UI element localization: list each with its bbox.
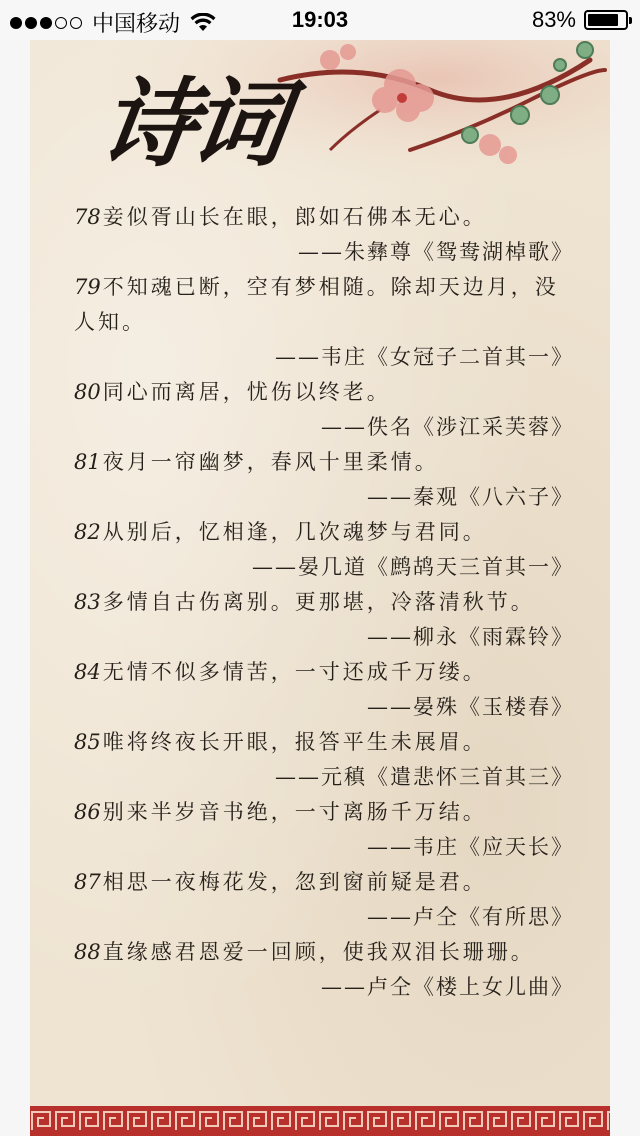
- poem-line: [74, 445, 574, 480]
- poem-number: 83: [74, 590, 101, 614]
- poem-text: 同心而离居，忧伤以终老。: [102, 380, 391, 404]
- carrier-name: 中国移动: [92, 11, 181, 36]
- poem-line: [74, 865, 574, 900]
- poem-list: [74, 200, 574, 1005]
- battery-level: [588, 14, 618, 26]
- status-right: [532, 7, 628, 33]
- poem-line: [74, 375, 574, 410]
- poem-attribution: ——元稹《遣悲怀三首其三》: [275, 765, 574, 789]
- poem-number: 79: [74, 275, 101, 299]
- poem-number: 78: [74, 205, 101, 229]
- poem-attribution: ——卢仝《楼上女儿曲》: [321, 975, 574, 999]
- poem-text: 唯将终夜长开眼，报答平生未展眉。: [102, 730, 487, 754]
- poem-text: 无情不似多情苦，一寸还成千万缕。: [102, 660, 487, 684]
- poem-number: 85: [74, 730, 101, 754]
- poem-text: 不知魂已断，空有梦相随。除却天边月，没人知。: [74, 275, 559, 334]
- poem-text: 多情自古伤离别。更那堪，冷落清秋节。: [102, 590, 535, 614]
- poem-number: 81: [74, 450, 101, 474]
- poem-text: 妾似胥山长在眼，郎如石佛本无心。: [102, 205, 487, 229]
- poem-line: [74, 515, 574, 550]
- poem-attribution: ——佚名《涉江采芙蓉》: [321, 415, 574, 439]
- poem-number: 80: [74, 380, 101, 404]
- poem-attribution: ——柳永《雨霖铃》: [367, 625, 574, 649]
- poem-attribution: ——晏几道《鹧鸪天三首其一》: [252, 555, 574, 579]
- poem-attribution: ——韦庄《应天长》: [367, 835, 574, 859]
- fret-border-icon: [30, 1106, 610, 1136]
- poem-text: 相思一夜梅花发，忽到窗前疑是君。: [102, 870, 487, 894]
- poem-number: 86: [74, 800, 101, 824]
- status-time: 19:03: [291, 7, 349, 32]
- poem-line: [74, 200, 574, 235]
- poem-number: 88: [74, 940, 101, 964]
- poem-text: 从别后，忆相逢，几次魂梦与君同。: [102, 520, 487, 544]
- poem-number: 82: [74, 520, 101, 544]
- poem-attribution: ——晏殊《玉楼春》: [367, 695, 574, 719]
- poem-attribution: ——朱彝尊《鸳鸯湖棹歌》: [298, 240, 574, 264]
- status-bar: [0, 0, 640, 40]
- poem-text: 夜月一帘幽梦，春风十里柔情。: [102, 450, 439, 474]
- poem-line: [74, 270, 574, 340]
- poem-poster: [30, 40, 610, 1136]
- poem-line: [74, 795, 574, 830]
- poem-text: 直缘感君恩爱一回顾，使我双泪长珊珊。: [102, 940, 535, 964]
- poem-number: 87: [74, 870, 101, 894]
- poem-attribution: ——韦庄《女冠子二首其一》: [275, 345, 574, 369]
- poem-attribution: ——卢仝《有所思》: [367, 905, 574, 929]
- battery-icon: [584, 10, 628, 30]
- poem-line: [74, 725, 574, 760]
- poem-attribution: ——秦观《八六子》: [367, 485, 574, 509]
- battery-percent: 83%: [531, 7, 576, 32]
- poem-number: 84: [74, 660, 101, 684]
- poem-line: [74, 655, 574, 690]
- poster-title: 诗词: [93, 67, 289, 180]
- poem-text: 别来半岁音书绝，一寸离肠千万结。: [102, 800, 487, 824]
- poem-line: [74, 585, 574, 620]
- poem-line: [74, 935, 574, 970]
